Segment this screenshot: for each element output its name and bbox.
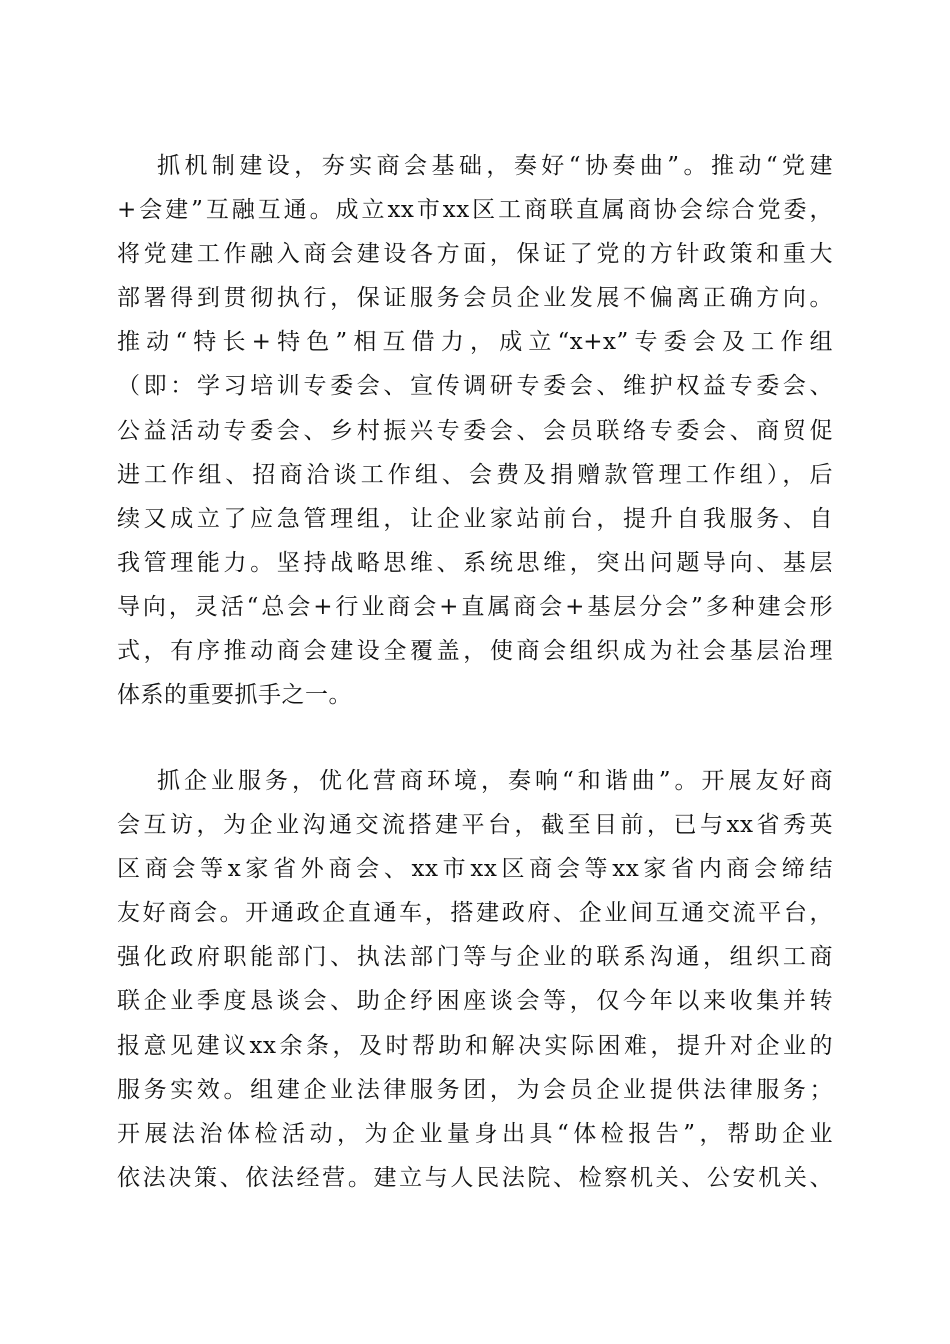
paragraph-line: 式，有序推动商会建设全覆盖，使商会组织成为社会基层治理 — [117, 638, 833, 665]
paragraph-line: 推动“特长+特色”相互借力，成立“x+x”专委会及工作组 — [117, 329, 833, 356]
paragraph-line: 体系的重要抓手之一。 — [117, 682, 352, 709]
paragraph-line: +会建”互融互通。成立xx市xx区工商联直属商协会综合党委， — [117, 197, 833, 224]
paragraph-line: 会互访，为企业沟通交流搭建平台，截至目前，已与xx省秀英 — [117, 812, 833, 839]
paragraph-line: 公益活动专委会、乡村振兴专委会、会员联络专委会、商贸促 — [117, 417, 833, 444]
paragraph-line: 强化政府职能部门、执法部门等与企业的联系沟通，组织工商 — [117, 944, 833, 971]
paragraph-line: 进工作组、招商洽谈工作组、会费及捐赠款管理工作组），后 — [117, 461, 833, 488]
paragraph-line: 报意见建议xx余条，及时帮助和解决实际困难，提升对企业的 — [117, 1032, 833, 1059]
paragraph-line: 导向，灵活“总会+行业商会+直属商会+基层分会”多种建会形 — [117, 593, 833, 620]
paragraph-line: 依法决策、依法经营。建立与人民法院、检察机关、公安机关、 — [117, 1164, 833, 1191]
paragraph-line: 区商会等x家省外商会、xx市xx区商会等xx家省内商会缔结 — [117, 856, 833, 883]
paragraph-line: 续又成立了应急管理组，让企业家站前台，提升自我服务、自 — [117, 505, 833, 532]
paragraph-line: 抓机制建设，夯实商会基础，奏好“协奏曲”。推动“党建 — [157, 153, 833, 179]
paragraph-enterprise-service — [117, 759, 833, 1200]
paragraph-mechanism-building — [117, 144, 833, 717]
paragraph-line: 友好商会。开通政企直通车，搭建政府、企业间互通交流平台， — [117, 900, 833, 927]
paragraph-line: （即：学习培训专委会、宣传调研专委会、维护权益专委会、 — [117, 373, 833, 400]
paragraph-line: 联企业季度恳谈会、助企纾困座谈会等，仅今年以来收集并转 — [117, 988, 833, 1015]
paragraph-line: 部署得到贯彻执行，保证服务会员企业发展不偏离正确方向。 — [117, 285, 833, 312]
paragraph-line: 抓企业服务，优化营商环境，奏响“和谐曲”。开展友好商 — [157, 768, 833, 794]
paragraph-line: 开展法治体检活动，为企业量身出具“体检报告”，帮助企业 — [117, 1120, 833, 1147]
paragraph-line: 服务实效。组建企业法律服务团，为会员企业提供法律服务； — [117, 1076, 833, 1103]
paragraph-line: 我管理能力。坚持战略思维、系统思维，突出问题导向、基层 — [117, 549, 833, 576]
paragraph-line: 将党建工作融入商会建设各方面，保证了党的方针政策和重大 — [117, 241, 833, 268]
